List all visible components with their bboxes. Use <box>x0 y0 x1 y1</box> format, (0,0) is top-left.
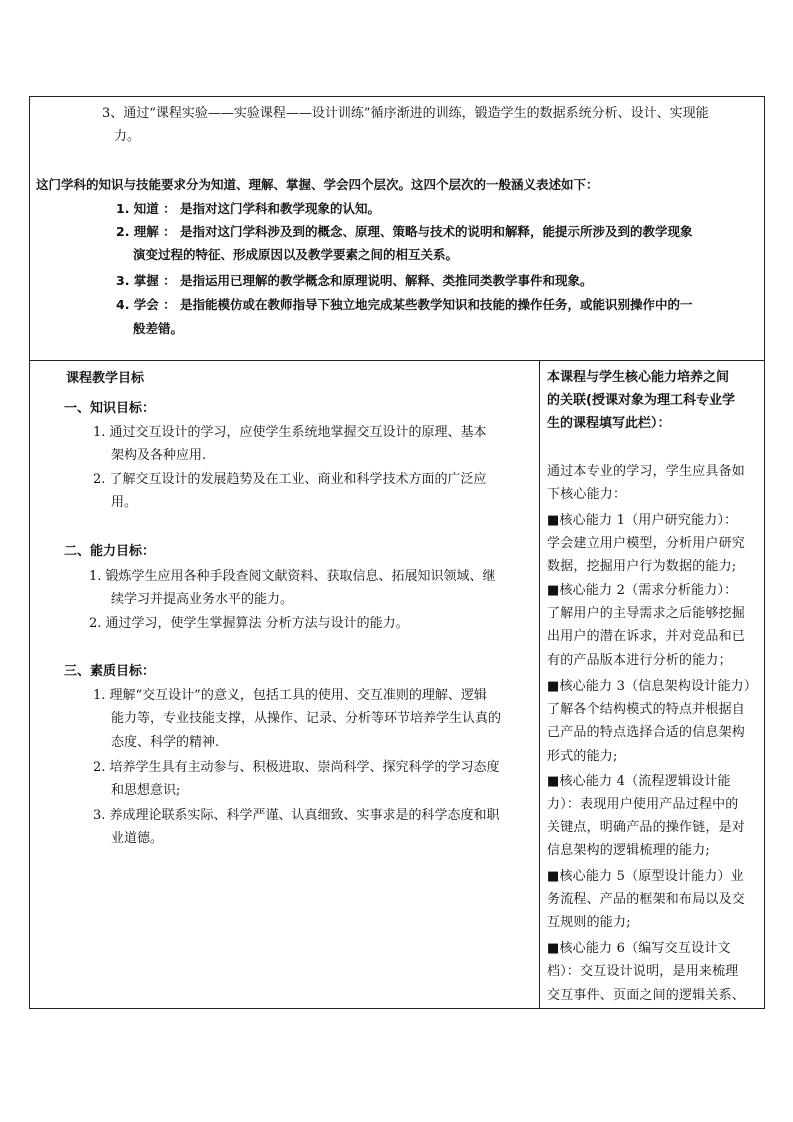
core-body-line: ■核心能力 5（原型设计能力）业 <box>547 869 744 884</box>
core-title-line-2: 的关联(授课对象为理工科专业学 <box>547 393 735 408</box>
core-title-line-3: 生的课程填写此栏）： <box>547 416 671 431</box>
level-4-line-1: 4. 学会 ： 是指能模仿或在教师指导下独立地完成某些教学知识和技能的操作任务，或能识别操作中的一 <box>116 297 693 312</box>
core-body-line: 务流程、产品的框架和布局以及交 <box>547 892 746 907</box>
core-body-line: ■核心能力 3（信息架构设计能力） <box>547 679 758 694</box>
quality-item-1-line-3: 态度、科学的精神. <box>111 735 220 750</box>
core-body-line: 通过本专业的学习，学生应具备如 <box>547 464 746 479</box>
core-body-line: ■核心能力 6（编写交互设计文 <box>547 941 731 956</box>
ability-item-1-line-2: 续学习并提高业务水平的能力。 <box>111 592 294 607</box>
level-2-line-2: 演变过程的特征、形成原因以及教学要素之间的相互关系。 <box>133 247 459 262</box>
core-body-line: 交互事件、页面之间的逻辑关系、 <box>547 988 746 1003</box>
core-body-line: ■核心能力 4（流程逻辑设计能 <box>547 774 731 789</box>
goals-title: 课程教学目标 <box>66 371 145 386</box>
knowledge-item-1-line-2: 架构及各种应用. <box>111 448 207 463</box>
quality-item-2-line-2: 和思想意识; <box>111 783 181 798</box>
ability-heading: 二、能力目标： <box>64 544 156 559</box>
quality-item-3-line-2: 业道德。 <box>111 831 164 846</box>
intro-item-3-line-2: 力。 <box>114 129 141 144</box>
core-body-line: 数据，挖掘用户行为数据的能力; <box>547 559 737 574</box>
ability-item-1-line-1: 1. 锻炼学生应用各种手段查阅文献资料、获取信息、拓展知识领域、继 <box>89 569 496 584</box>
core-body-line: 学会建立用户模型，分析用户研究 <box>547 536 746 551</box>
core-body-line: ■核心能力 2（需求分析能力）： <box>547 583 738 598</box>
quality-item-2-line-1: 2. 培养学生具有主动参与、积极进取、崇尚科学、探究科学的学习态度 <box>93 760 500 775</box>
quality-item-1-line-2: 能力等，专业技能支撑，从操作、记录、分析等环节培养学生认真的 <box>111 711 502 726</box>
core-body-line: 力）：表现用户使用产品过程中的 <box>547 797 739 812</box>
column-divider <box>539 360 540 1009</box>
knowledge-item-1-line-1: 1. 通过交互设计的学习，应使学生系统地掌握交互设计的原理、基本 <box>93 425 487 440</box>
knowledge-item-2-line-1: 2. 了解交互设计的发展趋势及在工业、商业和科学技术方面的广泛应 <box>93 472 487 487</box>
quality-item-1-line-1: 1. 理解“交互设计”的意义，包括工具的使用、交互准则的理解、逻辑 <box>93 688 487 703</box>
core-body-line: 档）：交互设计说明，是用来梳理 <box>547 964 739 979</box>
core-body-line: 信息架构的逻辑梳理的能力; <box>547 843 710 858</box>
core-body-line: 下核心能力： <box>547 487 627 502</box>
knowledge-item-2-line-2: 用。 <box>111 495 138 510</box>
core-body-line: 己产品的特点选择合适的信息架构 <box>547 725 746 740</box>
levels-heading: 这门学科的知识与技能要求分为知道、理解、掌握、学会四个层次。这四个层次的一般涵义表述如下： <box>36 177 599 192</box>
quality-heading: 三、素质目标： <box>64 664 156 679</box>
core-body-line: 出用户的潜在诉求，并对竞品和已 <box>547 629 746 644</box>
core-body-line: 互规则的能力; <box>547 915 631 930</box>
core-title-line-1: 本课程与学生核心能力培养之间 <box>547 370 730 385</box>
core-body-line: 关键点，明确产品的操作链，是对 <box>547 820 746 835</box>
core-body-line: 形式的能力; <box>547 749 618 764</box>
intro-item-3-line-1: 3、通过“课程实验——实验课程——设计训练”循序渐进的训练，锻造学生的数据系统分析、设计、实现能 <box>102 106 709 121</box>
core-body-line: 有的产品版本进行分析的能力； <box>547 653 732 668</box>
level-3: 3. 掌握 ： 是指运用已理解的教学概念和原理说明、解释、类推同类教学事件和现象。 <box>116 273 593 288</box>
knowledge-heading: 一、知识目标： <box>64 401 156 416</box>
level-2-line-1: 2. 理解 ： 是指对这门学科涉及到的概念、原理、策略与技术的说明和解释，能提示所涉及到的教学现象 <box>116 224 693 239</box>
core-body-line: 了解用户的主导需求之后能够挖掘 <box>547 606 746 621</box>
level-4-line-2: 般差错。 <box>133 321 184 336</box>
level-1: 1. 知道 ： 是指对这门学科和教学现象的认知。 <box>116 201 381 216</box>
quality-item-3-line-1: 3. 养成理论联系实际、科学严谨、认真细致、实事求是的科学态度和职 <box>93 808 500 823</box>
core-body-line: ■核心能力 1（用户研究能力）： <box>547 513 738 528</box>
core-body-line: 了解各个结构模式的特点并根据自 <box>547 702 746 717</box>
ability-item-2: 2. 通过学习，使学生掌握算法 分析方法与设计的能力。 <box>89 616 409 631</box>
